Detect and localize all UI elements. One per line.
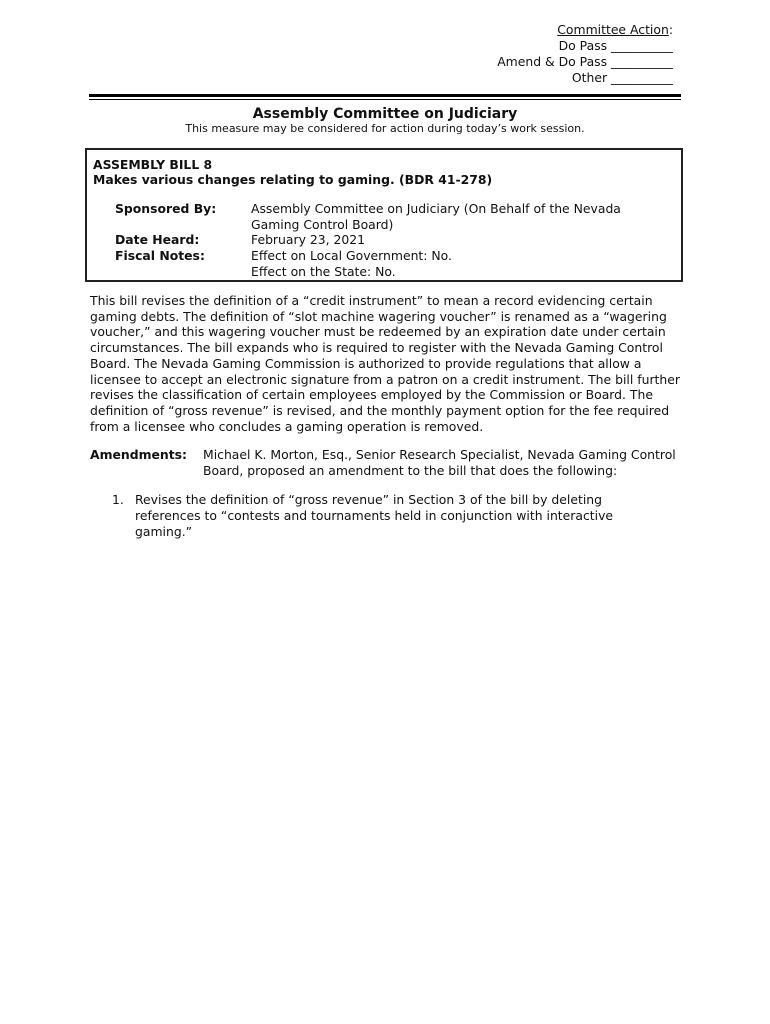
work-session-note: This measure may be considered for action during today’s work session. (185, 122, 585, 135)
date-heard-label: Date Heard: (115, 232, 200, 247)
committee-action-colon: : (668, 22, 673, 37)
amendments-text: Michael K. Morton, Esq., Senior Research Specialist, Nevada Gaming Control Board, proposed an amendment to the bill that does the following: (203, 447, 676, 478)
committee-action-heading: Committee Action (557, 22, 669, 37)
bill-number: ASSEMBLY BILL 8 (93, 157, 213, 172)
fiscal-notes-label: Fiscal Notes: (115, 248, 205, 263)
sponsored-by-value: Assembly Committee on Judiciary (On Behalf of the Nevada Gaming Control Board) (251, 201, 621, 232)
amendments-label: Amendments: (90, 447, 187, 462)
amendment-item-text: Revises the definition of “gross revenue” in Section 3 of the bill by deleting references to “contests and tournaments held in conjunction with interactive gaming.” (135, 492, 614, 539)
committee-action-block (497, 22, 673, 86)
amendment-item-number: 1. (112, 492, 124, 507)
date-heard-value: February 23, 2021 (251, 232, 366, 247)
do-pass-line: Do Pass __________ (558, 38, 673, 53)
committee-action-heading-line (497, 22, 673, 38)
bill-info-box (85, 148, 683, 282)
committee-title: Assembly Committee on Judiciary (252, 106, 518, 122)
header-rule-thin (89, 99, 681, 100)
fiscal-local-government: Effect on Local Government: No. (251, 248, 452, 263)
fiscal-state: Effect on the State: No. (251, 264, 396, 279)
header-rule-thick (89, 94, 681, 97)
sponsored-by-label: Sponsored By: (115, 201, 217, 216)
bill-description: Makes various changes relating to gaming. (BDR 41-278) (93, 172, 493, 187)
bill-summary: This bill revises the definition of a “credit instrument” to mean a record evidencing certain gaming debts. The definition of “slot machine wagering voucher” is renamed as a “wagering voucher,” and this wagering voucher must be redeemed by an expiration date under certain circumstances. The bill expands who is required to register with the Nevada Gaming Control Board. The Nevada Gaming Commission is authorized to provide regulations that allow a licensee to accept an electronic signature from a patron on a credit instrument. The bill further revises the classification of certain employees employed by the Commission or Board. The definition of “gross revenue” is revised, and the monthly payment option for the fee required from a licensee who concludes a gaming operation is removed. (90, 293, 680, 434)
other-line: Other __________ (571, 70, 673, 85)
amend-do-pass-line: Amend & Do Pass __________ (497, 54, 673, 69)
